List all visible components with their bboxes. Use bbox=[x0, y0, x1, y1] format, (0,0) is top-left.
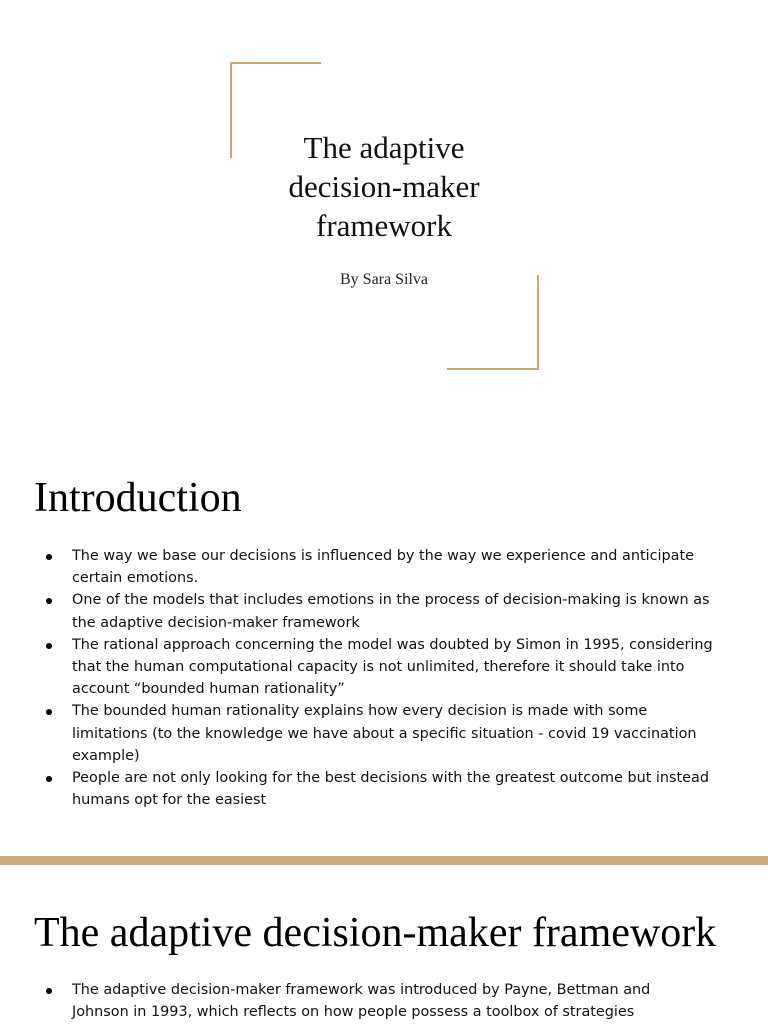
bullet-list bbox=[38, 545, 738, 811]
presentation-title bbox=[234, 128, 534, 245]
bullet-icon bbox=[46, 643, 52, 649]
bullet-list bbox=[38, 979, 738, 1023]
title-slide bbox=[0, 0, 768, 430]
bullet-icon bbox=[46, 554, 52, 560]
list-item bbox=[38, 589, 738, 633]
bullet-line: The rational approach concerning the model was doubted by Simon in 1995, considering bbox=[72, 636, 713, 653]
list-item bbox=[38, 634, 738, 701]
author-byline: By Sara Silva bbox=[340, 271, 428, 288]
frame-corner-bottom-right-vertical bbox=[537, 275, 539, 370]
bullet-line: The way we base our decisions is influenced by the way we experience and anticipate bbox=[72, 548, 694, 564]
title-line: decision-maker bbox=[288, 169, 480, 204]
bullet-line: that the human computational capacity is not unlimited, therefore it should take into bbox=[72, 659, 685, 676]
framework-slide bbox=[0, 865, 768, 1024]
bullet-icon bbox=[46, 988, 52, 994]
frame-corner-bottom-right-horizontal bbox=[447, 368, 539, 370]
list-item bbox=[38, 545, 738, 589]
bullet-line: account “bounded human rationality” bbox=[72, 681, 345, 698]
frame-corner-top-left-horizontal bbox=[230, 62, 321, 64]
list-item bbox=[38, 700, 738, 767]
bullet-line: example) bbox=[72, 747, 140, 764]
bullet-icon bbox=[46, 598, 52, 604]
title-line: framework bbox=[316, 208, 452, 243]
bullet-line: humans opt for the easiest bbox=[72, 792, 267, 809]
bullet-line: the adaptive decision-maker framework bbox=[72, 614, 360, 631]
slide-heading: Introduction bbox=[34, 475, 242, 521]
bullet-line: Johnson in 1993, which reflects on how people possess a toolbox of strategies bbox=[72, 1004, 635, 1021]
frame-corner-top-left-vertical bbox=[230, 62, 232, 158]
bullet-line: limitations (to the knowledge we have about a specific situation - covid 19 vaccination bbox=[72, 725, 697, 742]
list-item bbox=[38, 979, 738, 1023]
bullet-line: The adaptive decision-maker framework was introduced by Payne, Bettman and bbox=[72, 982, 651, 998]
bullet-line: People are not only looking for the best decisions with the greatest outcome but instead bbox=[72, 770, 709, 787]
bullet-icon bbox=[46, 709, 52, 715]
bullet-icon bbox=[46, 776, 52, 782]
slide-heading: The adaptive decision-maker framework bbox=[34, 910, 717, 956]
slide-separator bbox=[0, 856, 768, 865]
introduction-slide bbox=[0, 430, 768, 856]
list-item bbox=[38, 767, 738, 811]
title-line: The adaptive bbox=[303, 130, 465, 165]
bullet-line: certain emotions. bbox=[72, 570, 199, 587]
bullet-line: One of the models that includes emotions in the process of decision-making is known as bbox=[72, 592, 710, 609]
bullet-line: The bounded human rationality explains how every decision is made with some bbox=[72, 703, 648, 720]
